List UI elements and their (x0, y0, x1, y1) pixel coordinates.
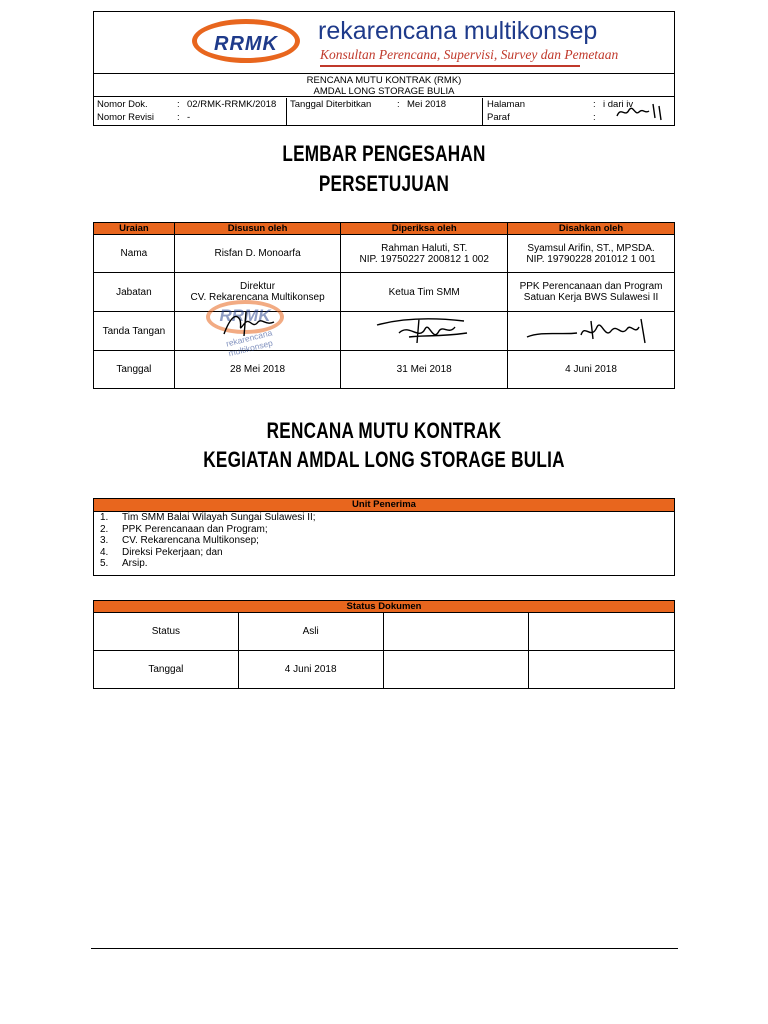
row-status (94, 613, 675, 651)
document-header (93, 11, 675, 126)
jabatan-disahkan (508, 273, 675, 312)
label-tanggal: Tanggal (94, 351, 175, 389)
row-tanda-tangan (94, 312, 675, 351)
row-jabatan (94, 273, 675, 312)
nama-disahkan-name: Syamsul Arifin, ST., MPSDA. (527, 242, 655, 254)
meta-nomor (94, 98, 287, 126)
status-header-row (94, 601, 675, 613)
halaman-value: i dari iv (603, 99, 634, 110)
doc-title-line1: RENCANA MUTU KONTRAK (RMK) (306, 75, 462, 86)
label-status: Status (94, 613, 239, 651)
item-number: 1. (100, 512, 109, 523)
ttd-diperiksa (341, 312, 508, 351)
row-status-tanggal (94, 651, 675, 689)
signature-disahkan (521, 313, 661, 347)
company-tagline: Konsultan Perencana, Supervisi, Survey dan Pemetaan (320, 47, 619, 62)
doc-title (94, 73, 674, 97)
rrmk-logo (192, 19, 300, 63)
company-stamp (188, 296, 314, 359)
approval-header-row (94, 223, 675, 235)
list-item (94, 512, 674, 524)
nama-diperiksa-nip: NIP. 19750227 200812 1 002 (359, 253, 489, 265)
tanggal-value: Mei 2018 (407, 99, 447, 110)
item-number: 3. (100, 535, 109, 546)
label-tanda-tangan: Tanda Tangan (94, 312, 175, 351)
jabatan-disusun-title: Direktur (240, 281, 276, 292)
stamp-text: rekarencana multikonsep (224, 327, 274, 359)
list-item (94, 524, 674, 536)
doc-title-line2: AMDAL LONG STORAGE BULIA (313, 86, 455, 97)
nama-diperiksa-name: Rahman Haluti, ST. (381, 242, 468, 254)
label-jabatan: Jabatan (94, 273, 175, 312)
item-text: CV. Rekarencana Multikonsep; (122, 535, 259, 546)
paraf-label: Paraf (487, 112, 510, 123)
status-header: Status Dokumen (94, 601, 675, 613)
footer-divider (91, 948, 678, 949)
approval-title-line1: LEMBAR PENGESAHAN (282, 141, 486, 166)
item-number: 4. (100, 546, 109, 558)
status-empty-4 (529, 651, 675, 689)
nomor-dok-label: Nomor Dok. (97, 99, 148, 110)
ttd-disahkan (508, 312, 675, 351)
colon: : (593, 99, 596, 110)
rmk-title-line2: KEGIATAN AMDAL LONG STORAGE BULIA (203, 447, 565, 472)
status-tanggal-value: 4 Juni 2018 (238, 651, 383, 689)
approval-table (93, 222, 675, 389)
rmk-title-line1: RENCANA MUTU KONTRAK (266, 418, 502, 443)
col-disusun: Disusun oleh (174, 223, 341, 235)
stamp-logo-text: RRMK (219, 306, 271, 325)
item-text: Tim SMM Balai Wilayah Sungai Sulawesi II; (122, 512, 316, 523)
nomor-revisi-value: - (187, 112, 191, 123)
item-text: Arsip. (122, 558, 148, 569)
logo-text: RRMK (214, 33, 278, 55)
meta-tanggal (287, 98, 483, 126)
nomor-dok-value: 02/RMK-RRMK/2018 (187, 99, 277, 110)
unit-penerima-box (93, 498, 675, 576)
status-table (93, 600, 675, 689)
signature-diperiksa (369, 313, 479, 347)
item-number: 2. (100, 523, 109, 535)
status-empty-1 (383, 613, 529, 651)
nomor-revisi-label: Nomor Revisi (97, 112, 155, 123)
nama-disahkan (508, 235, 675, 273)
label-nama: Nama (94, 235, 175, 273)
unit-penerima-list (94, 512, 674, 570)
status-value: Asli (238, 613, 383, 651)
tanggal-disusun: 28 Mei 2018 (174, 351, 341, 389)
status-empty-2 (529, 613, 675, 651)
col-uraian: Uraian (94, 223, 175, 235)
jabatan-disahkan-org: Satuan Kerja BWS Sulawesi II (523, 292, 659, 303)
approval-title-line2: PERSETUJUAN (318, 171, 450, 196)
halaman-label: Halaman (487, 99, 526, 110)
colon: : (177, 112, 180, 123)
list-item (94, 558, 674, 570)
col-disahkan: Disahkan oleh (508, 223, 675, 235)
signature-disusun (218, 308, 278, 338)
status-empty-3 (383, 651, 529, 689)
item-number: 5. (100, 558, 109, 569)
colon: : (593, 112, 596, 123)
logo-row (94, 12, 674, 73)
row-nama (94, 235, 675, 273)
colon: : (397, 99, 400, 110)
colon: : (177, 99, 180, 110)
tagline-underline (320, 65, 580, 67)
company-name: rekarencana multikonsep (318, 17, 598, 45)
row-tanggal (94, 351, 675, 389)
tanggal-disahkan: 4 Juni 2018 (508, 351, 675, 389)
unit-penerima-header: Unit Penerima (94, 499, 674, 512)
tanggal-diperiksa: 31 Mei 2018 (341, 351, 508, 389)
paraf-signature (615, 102, 663, 122)
item-text: PPK Perencanaan dan Program; (122, 523, 268, 535)
list-item (94, 547, 674, 559)
nama-disahkan-nip: NIP. 19790228 201012 1 001 (526, 253, 656, 265)
list-item (94, 535, 674, 547)
tanggal-label: Tanggal Diterbitkan (290, 99, 372, 110)
nama-diperiksa (341, 235, 508, 273)
jabatan-disusun-org: CV. Rekarencana Multikonsep (190, 292, 325, 303)
jabatan-diperiksa: Ketua Tim SMM (341, 273, 508, 312)
label-status-tanggal: Tanggal (94, 651, 239, 689)
col-diperiksa: Diperiksa oleh (341, 223, 508, 235)
meta-halaman (483, 98, 674, 126)
item-text: Direksi Pekerjaan; dan (122, 546, 223, 558)
jabatan-disahkan-title: PPK Perencanaan dan Program (519, 281, 663, 292)
nama-disusun: Risfan D. Monoarfa (174, 235, 341, 273)
